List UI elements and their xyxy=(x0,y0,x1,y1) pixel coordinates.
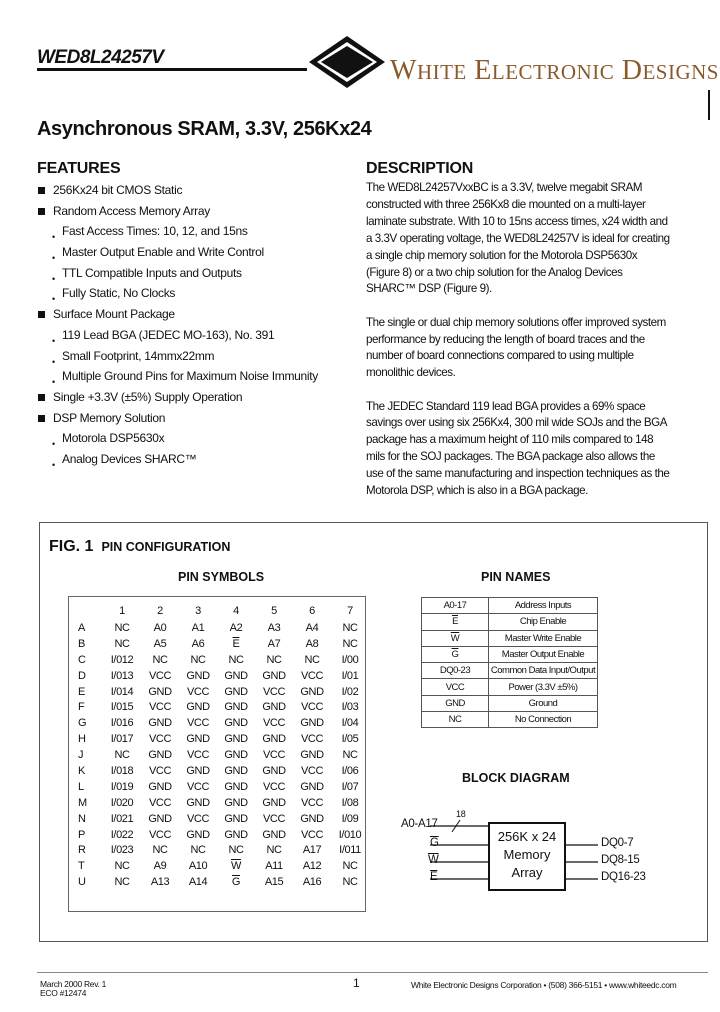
features-heading: FEATURES xyxy=(37,160,121,177)
feature-item: • 119 Lead BGA (JEDEC MO-163), No. 391 xyxy=(37,325,357,346)
feature-item: • Multiple Ground Pins for Maximum Noise Immunity xyxy=(37,366,357,387)
dq-output-label: DQ16-23 xyxy=(601,871,646,883)
pin-cell: VCC xyxy=(186,749,210,762)
description-paragraph: The single or dual chip memory solutions offer improved system performance by reducing the length of board traces and the number of board connections compared to using multiple monolithic devices. xyxy=(366,315,666,380)
pin-cell: I/016 xyxy=(110,717,134,730)
feature-item: DSP Memory Solution xyxy=(37,408,357,429)
pin-row-label: T xyxy=(78,860,85,873)
pin-cell: I/03 xyxy=(341,701,359,714)
pin-name-symbol: GND xyxy=(422,695,489,711)
pin-cell: I/019 xyxy=(110,780,134,793)
pin-symbols-table xyxy=(72,602,369,890)
pin-row-label: L xyxy=(78,780,84,793)
pin-cell: VCC xyxy=(300,701,324,714)
pin-cell: GND xyxy=(300,780,324,793)
feature-item: • Motorola DSP5630x xyxy=(37,428,357,449)
pin-cell: I/021 xyxy=(110,812,134,825)
pin-row-label: F xyxy=(78,701,85,714)
pin-cell: A1 xyxy=(191,621,205,634)
pin-name-description: Master Write Enable xyxy=(489,630,598,646)
pin-row-label: R xyxy=(78,844,86,857)
feature-item: Single +3.3V (±5%) Supply Operation xyxy=(37,387,357,408)
pin-cell: VCC xyxy=(186,780,210,793)
pin-cell: GND xyxy=(300,685,324,698)
feature-item: Random Access Memory Array xyxy=(37,201,357,222)
pin-row xyxy=(72,668,369,684)
pin-cell: GND xyxy=(186,796,210,809)
footer-rule xyxy=(37,972,708,973)
chip-enable-input-label: $\overline{E}$ xyxy=(430,871,438,883)
pin-cell: I/06 xyxy=(341,764,359,777)
pin-name-symbol: VCC xyxy=(422,679,489,695)
pin-name-row xyxy=(422,646,598,662)
pin-name-description: Master Output Enable xyxy=(489,646,598,662)
pin-row xyxy=(72,858,369,874)
pin-cell: NC xyxy=(114,621,130,634)
bullet-dot-icon: • xyxy=(52,439,55,450)
pin-cell: I/04 xyxy=(341,717,359,730)
header-right-rule xyxy=(708,90,710,120)
pin-cell: GND xyxy=(148,749,172,762)
feature-item: • Small Footprint, 14mmx22mm xyxy=(37,346,357,367)
pin-name-description: Power (3.3V ±5%) xyxy=(489,679,598,695)
pin-cell: NC xyxy=(342,876,358,889)
figure-title: PIN CONFIGURATION xyxy=(101,540,231,554)
description-paragraph: The JEDEC Standard 119 lead BGA provides a 69% space savings over using six 256Kx4, 300 mil wide SOJs and the BGA package has a maximum height of 110 mils compared to 148 mils for the SOJ packages. The BGA package also allows the use of the same manufacturing and inspection techniques as the Motorola DSP, which is also in a BGA package. xyxy=(366,399,670,498)
bullet-dot-icon: • xyxy=(52,377,55,388)
pin-row-label: N xyxy=(78,812,86,825)
pin-cell: GND xyxy=(224,780,248,793)
pin-cell: I/08 xyxy=(341,796,359,809)
pin-column-header: 6 xyxy=(309,605,315,617)
pin-name-symbol: NC xyxy=(422,712,489,728)
pin-cell: A5 xyxy=(153,637,167,650)
pin-cell: VCC xyxy=(148,764,172,777)
page-number: 1 xyxy=(353,976,360,990)
pin-row-label: C xyxy=(78,653,86,666)
pin-cell: I/013 xyxy=(110,669,134,682)
pin-name-description: Common Data Input/Output xyxy=(489,663,598,679)
pin-cell: A0 xyxy=(153,621,167,634)
description-heading: DESCRIPTION xyxy=(366,160,474,177)
bullet-dot-icon: • xyxy=(52,232,55,243)
pin-cell: GND xyxy=(186,764,210,777)
pin-cell: A6 xyxy=(191,637,205,650)
feature-item: Surface Mount Package xyxy=(37,304,357,325)
pin-row-label: J xyxy=(78,749,84,762)
pin-cell: I/012 xyxy=(110,653,134,666)
pin-cell: VCC xyxy=(148,733,172,746)
pin-cell: GND xyxy=(224,717,248,730)
pin-cell: A3 xyxy=(267,621,281,634)
bus-width-label: 18 xyxy=(456,809,466,819)
pin-cell: NC xyxy=(152,653,168,666)
pin-cell: VCC xyxy=(300,669,324,682)
bullet-square-icon xyxy=(38,311,45,318)
pin-row-label: B xyxy=(78,637,85,650)
features-list xyxy=(37,180,357,470)
pin-name-row xyxy=(422,695,598,711)
pin-cell: I/018 xyxy=(110,764,134,777)
pin-column-header: 1 xyxy=(119,605,125,617)
pin-name-row xyxy=(422,679,598,695)
pin-symbols-title: PIN SYMBOLS xyxy=(178,570,265,584)
pin-name-row xyxy=(422,663,598,679)
pin-cell: VCC xyxy=(262,749,286,762)
pin-row xyxy=(72,636,369,652)
pin-cell: NC xyxy=(114,637,130,650)
pin-cell: GND xyxy=(224,669,248,682)
pin-cell: I/02 xyxy=(341,685,359,698)
pin-cell: $\overline{E}$ xyxy=(232,637,240,650)
pin-cell: GND xyxy=(300,717,324,730)
pin-cell: I/07 xyxy=(341,780,359,793)
feature-item: • Fully Static, No Clocks xyxy=(37,283,357,304)
pin-cell: A15 xyxy=(264,876,284,889)
bullet-square-icon xyxy=(38,187,45,194)
pin-cell: A11 xyxy=(265,860,283,873)
pin-row-label: G xyxy=(78,717,87,730)
footer-contact: White Electronic Designs Corporation • (508) 366-5151 • www.whiteedc.com xyxy=(411,980,677,990)
footer-revision: March 2000 Rev. 1 ECO #12474 xyxy=(40,979,107,998)
pin-row-label: M xyxy=(78,796,87,809)
dq-output-label: DQ8-15 xyxy=(601,854,640,866)
pin-name-description: No Connection xyxy=(489,712,598,728)
company-logo-icon xyxy=(307,34,387,90)
pin-cell: GND xyxy=(186,828,210,841)
pin-cell: VCC xyxy=(148,669,172,682)
pin-cell: GND xyxy=(300,812,324,825)
pin-name-description: Address Inputs xyxy=(489,598,598,614)
pin-row xyxy=(72,763,369,779)
pin-column-header-row xyxy=(72,602,369,620)
company-name: WHITE ELECTRONIC DESIGNS xyxy=(390,55,719,86)
pin-cell: VCC xyxy=(262,780,286,793)
pin-cell: GND xyxy=(186,701,210,714)
dq-output-label: DQ0-7 xyxy=(601,837,634,849)
block-diagram-title: BLOCK DIAGRAM xyxy=(462,771,570,785)
pin-names-title: PIN NAMES xyxy=(481,570,551,584)
pin-row xyxy=(72,731,369,747)
pin-cell: GND xyxy=(148,780,172,793)
pin-cell: GND xyxy=(300,749,324,762)
pin-cell: GND xyxy=(224,749,248,762)
header-rule xyxy=(37,68,307,71)
pin-cell: A17 xyxy=(302,844,322,857)
pin-cell: NC xyxy=(342,860,358,873)
pin-name-description: Ground xyxy=(489,695,598,711)
pin-cell: I/00 xyxy=(341,653,359,666)
pin-cell: I/017 xyxy=(110,733,134,746)
pin-cell: VCC xyxy=(148,828,172,841)
pin-cell: GND xyxy=(224,796,248,809)
pin-cell: $\overline{W}$ xyxy=(231,860,241,873)
pin-cell: NC xyxy=(228,844,244,857)
pin-cell: VCC xyxy=(186,717,210,730)
pin-cell: VCC xyxy=(262,717,286,730)
pin-cell: $\overline{G}$ xyxy=(231,876,241,889)
pin-cell: A10 xyxy=(188,860,208,873)
pin-cell: A13 xyxy=(150,876,170,889)
pin-cell: NC xyxy=(304,653,320,666)
pin-cell: GND xyxy=(224,812,248,825)
pin-cell: VCC xyxy=(262,812,286,825)
pin-cell: GND xyxy=(148,717,172,730)
pin-cell: A9 xyxy=(153,860,167,873)
pin-name-symbol: DQ0-23 xyxy=(422,663,489,679)
pin-cell: GND xyxy=(224,685,248,698)
bullet-square-icon xyxy=(38,208,45,215)
pin-cell: NC xyxy=(266,844,282,857)
bullet-square-icon xyxy=(38,415,45,422)
bullet-dot-icon: • xyxy=(52,335,55,346)
feature-item: • TTL Compatible Inputs and Outputs xyxy=(37,263,357,284)
pin-cell: GND xyxy=(224,733,248,746)
bullet-dot-icon: • xyxy=(52,356,55,367)
pin-cell: I/022 xyxy=(110,828,134,841)
figure-number: FIG. 1 xyxy=(49,538,94,555)
feature-item: • Fast Access Times: 10, 12, and 15ns xyxy=(37,221,357,242)
pin-row xyxy=(72,874,369,890)
pin-row-label: A xyxy=(78,621,85,634)
pin-cell: A14 xyxy=(188,876,208,889)
pin-cell: NC xyxy=(190,844,206,857)
pin-cell: I/01 xyxy=(341,669,359,682)
pin-cell: VCC xyxy=(148,701,172,714)
bullet-dot-icon: • xyxy=(52,294,55,305)
pin-row-label: H xyxy=(78,733,86,746)
pin-cell: GND xyxy=(186,733,210,746)
memory-array-block: 256K x 24 Memory Array xyxy=(488,822,566,891)
pin-name-symbol: $\overline{G}$ xyxy=(422,646,489,662)
pin-cell: A2 xyxy=(229,621,243,634)
pin-row xyxy=(72,827,369,843)
pin-column-header: 5 xyxy=(271,605,277,617)
pin-cell: A8 xyxy=(305,637,319,650)
pin-cell: I/010 xyxy=(338,828,362,841)
pin-row xyxy=(72,779,369,795)
pin-cell: A4 xyxy=(305,621,319,634)
pin-cell: VCC xyxy=(300,764,324,777)
bullet-square-icon xyxy=(38,394,45,401)
feature-item: • Analog Devices SHARC™ xyxy=(37,449,357,470)
pin-name-row xyxy=(422,598,598,614)
bullet-dot-icon: • xyxy=(52,253,55,264)
description-body xyxy=(366,180,671,516)
pin-row xyxy=(72,795,369,811)
pin-cell: NC xyxy=(342,637,358,650)
pin-cell: GND xyxy=(148,812,172,825)
pin-name-row xyxy=(422,630,598,646)
pin-cell: A7 xyxy=(267,637,281,650)
pin-cell: I/09 xyxy=(341,812,359,825)
pin-cell: NC xyxy=(228,653,244,666)
pin-cell: A16 xyxy=(302,876,322,889)
pin-row xyxy=(72,715,369,731)
pin-cell: NC xyxy=(266,653,282,666)
pin-cell: I/05 xyxy=(341,733,359,746)
pin-cell: VCC xyxy=(186,812,210,825)
pin-cell: VCC xyxy=(300,796,324,809)
pin-names-table xyxy=(421,597,598,728)
pin-cell: GND xyxy=(262,828,286,841)
pin-name-symbol: $\overline{E}$ xyxy=(422,614,489,630)
pin-row-label: U xyxy=(78,876,86,889)
pin-row xyxy=(72,652,369,668)
pin-cell: NC xyxy=(342,749,358,762)
pin-cell: GND xyxy=(148,685,172,698)
pin-cell: GND xyxy=(186,669,210,682)
pin-row xyxy=(72,684,369,700)
pin-cell: I/023 xyxy=(110,844,134,857)
pin-cell: GND xyxy=(224,701,248,714)
pin-name-symbol: A0-17 xyxy=(422,598,489,614)
pin-name-row xyxy=(422,614,598,630)
pin-cell: I/020 xyxy=(110,796,134,809)
pin-cell: VCC xyxy=(148,796,172,809)
pin-column-header: 4 xyxy=(233,605,239,617)
pin-cell: GND xyxy=(224,828,248,841)
pin-cell: I/015 xyxy=(110,701,134,714)
pin-row-label: E xyxy=(78,685,85,698)
pin-row-label: P xyxy=(78,828,85,841)
pin-cell: GND xyxy=(262,701,286,714)
pin-column-header: 3 xyxy=(195,605,201,617)
pin-row xyxy=(72,620,369,636)
pin-cell: NC xyxy=(190,653,206,666)
pin-cell: VCC xyxy=(186,685,210,698)
pin-cell: NC xyxy=(114,876,130,889)
pin-cell: NC xyxy=(114,749,130,762)
figure-label xyxy=(49,538,230,556)
page-title: Asynchronous SRAM, 3.3V, 256Kx24 xyxy=(37,118,372,140)
pin-row xyxy=(72,747,369,763)
pin-cell: GND xyxy=(262,796,286,809)
output-enable-input-label: $\overline{G}$ xyxy=(430,837,439,849)
pin-row xyxy=(72,842,369,858)
pin-cell: NC xyxy=(152,844,168,857)
pin-cell: NC xyxy=(114,860,130,873)
pin-name-row xyxy=(422,712,598,728)
pin-cell: A12 xyxy=(302,860,322,873)
pin-cell: GND xyxy=(262,669,286,682)
feature-item: • Master Output Enable and Write Control xyxy=(37,242,357,263)
pin-row xyxy=(72,811,369,827)
pin-cell: I/011 xyxy=(339,844,361,857)
part-number: WED8L24257V xyxy=(37,47,164,68)
pin-column-header: 7 xyxy=(347,605,353,617)
pin-name-description: Chip Enable xyxy=(489,614,598,630)
bullet-dot-icon: • xyxy=(52,459,55,470)
pin-cell: I/014 xyxy=(110,685,134,698)
pin-cell: GND xyxy=(262,764,286,777)
pin-cell: VCC xyxy=(300,733,324,746)
bullet-dot-icon: • xyxy=(52,273,55,284)
feature-item: 256Kx24 bit CMOS Static xyxy=(37,180,357,201)
description-paragraph: The WED8L24257VxxBC is a 3.3V, twelve megabit SRAM constructed with three 256Kx8 die mounted on a multi-layer laminate substrate. With 10 to 15ns access times, x24 width and a 3.3V operating voltage, the WED8L24257V is ideal for creating a single chip memory solution for the Motorola DSP5630x (Figure 8) or a two chip solution for the Analog Devices SHARC™ DSP (Figure 9). xyxy=(366,181,670,296)
pin-column-header: 2 xyxy=(157,605,163,617)
pin-cell: GND xyxy=(224,764,248,777)
pin-cell: GND xyxy=(262,733,286,746)
pin-cell: VCC xyxy=(300,828,324,841)
pin-cell: NC xyxy=(342,621,358,634)
pin-cell: VCC xyxy=(262,685,286,698)
pin-row-label: K xyxy=(78,764,85,777)
pin-row-label: D xyxy=(78,669,86,682)
pin-name-symbol: $\overline{W}$ xyxy=(422,630,489,646)
write-enable-input-label: $\overline{W}$ xyxy=(428,854,439,866)
pin-row xyxy=(72,699,369,715)
address-bus-label: A0-A17 xyxy=(401,818,438,830)
